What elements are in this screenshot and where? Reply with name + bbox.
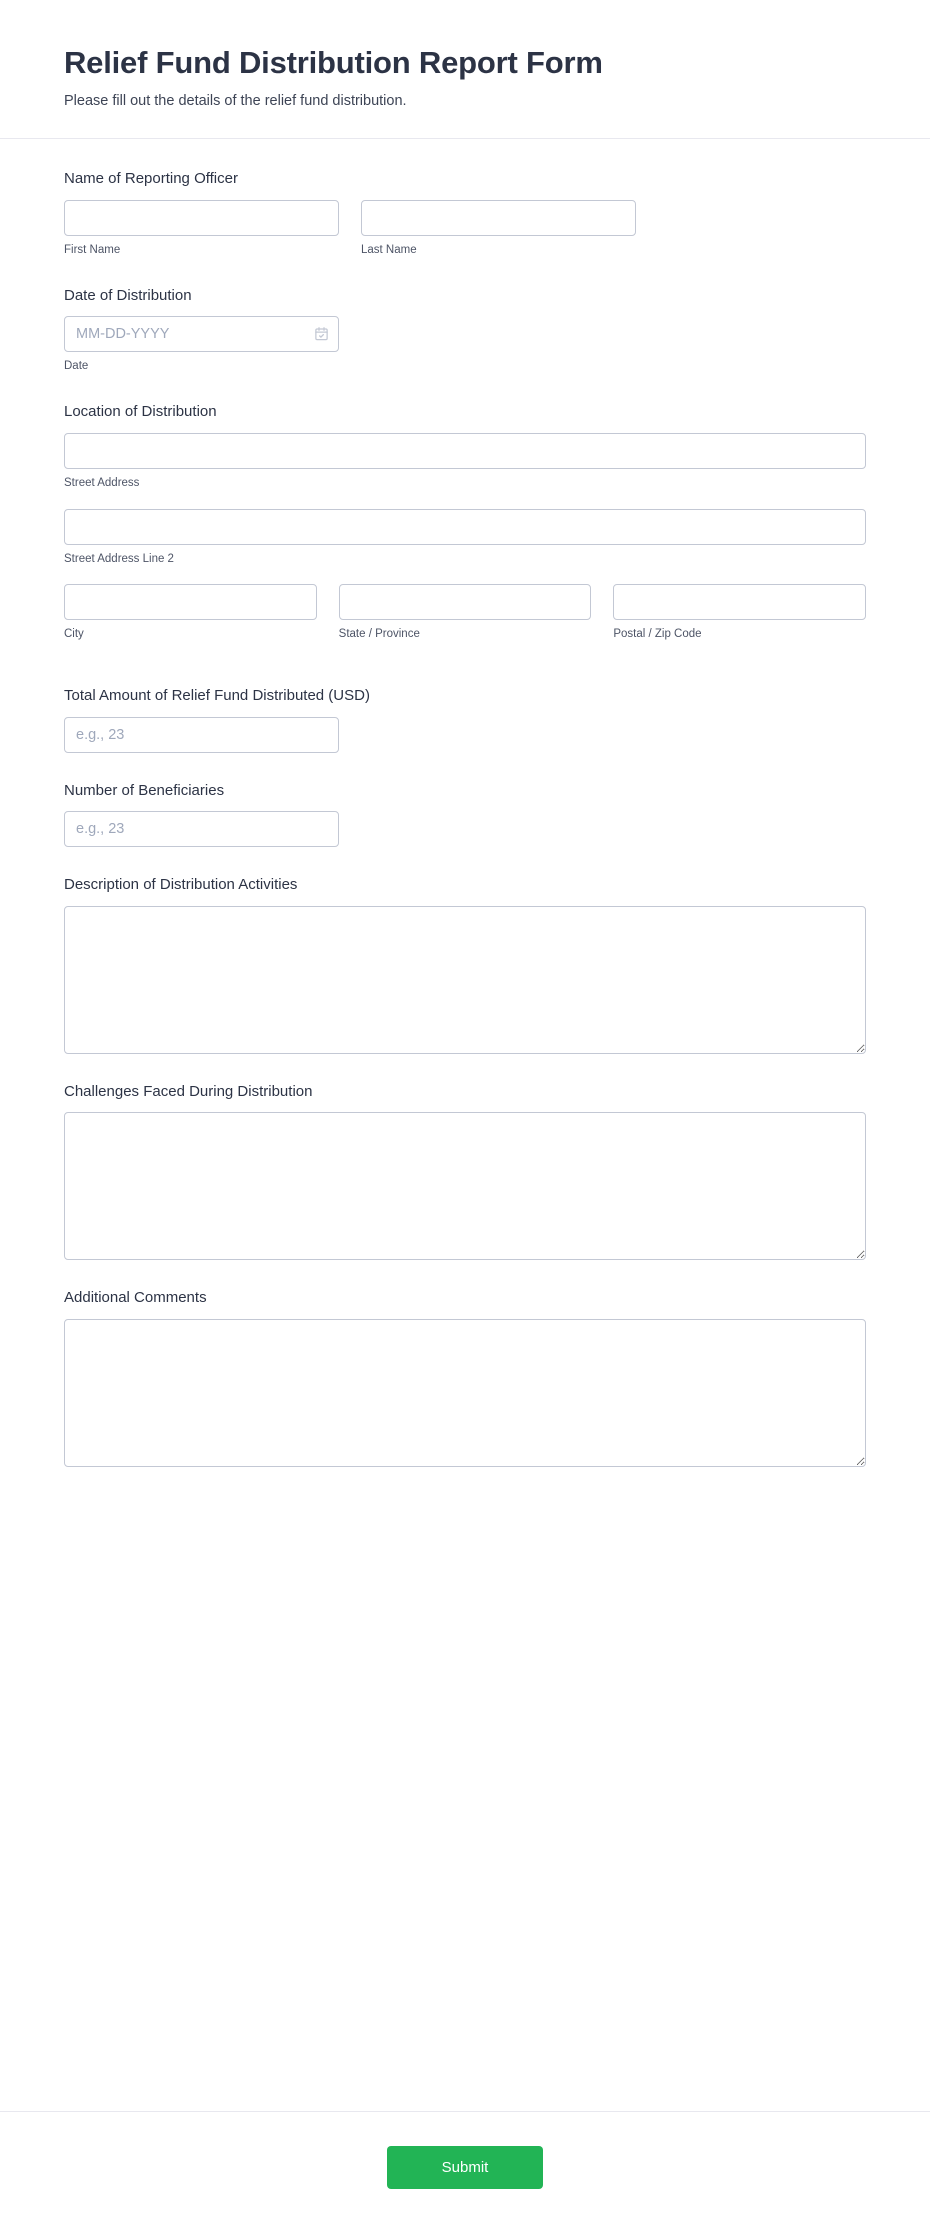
last-name-cell bbox=[361, 200, 636, 258]
state-sublabel: State / Province bbox=[338, 628, 420, 641]
field-additional-comments bbox=[64, 1288, 866, 1467]
field-total-amount bbox=[64, 686, 866, 753]
street-address-2-input[interactable] bbox=[64, 509, 866, 545]
total-amount-cell bbox=[64, 717, 339, 753]
city-input[interactable] bbox=[64, 584, 317, 620]
challenges-label: Challenges Faced During Distribution bbox=[64, 1082, 313, 1100]
field-officer-name bbox=[64, 169, 866, 257]
postal-code-input[interactable] bbox=[613, 584, 866, 620]
additional-comments-label: Additional Comments bbox=[64, 1289, 207, 1307]
field-description bbox=[64, 875, 866, 1054]
city-state-zip-row bbox=[64, 584, 866, 642]
form-body bbox=[0, 139, 930, 2089]
field-date-of-distribution bbox=[64, 286, 866, 374]
additional-comments-textarea[interactable] bbox=[64, 1319, 866, 1467]
first-name-sublabel: First Name bbox=[64, 243, 121, 256]
challenges-textarea[interactable] bbox=[64, 1112, 866, 1260]
street-address-2-cell bbox=[64, 509, 866, 567]
total-amount-label: Total Amount of Relief Fund Distributed (USD) bbox=[64, 687, 370, 705]
officer-name-row bbox=[64, 200, 866, 258]
state-input[interactable] bbox=[339, 584, 592, 620]
postal-sublabel: Postal / Zip Code bbox=[613, 628, 702, 641]
postal-cell bbox=[613, 584, 866, 642]
description-textarea[interactable] bbox=[64, 906, 866, 1054]
beneficiaries-input[interactable] bbox=[64, 811, 339, 847]
date-sublabel: Date bbox=[64, 360, 89, 373]
date-label: Date of Distribution bbox=[64, 286, 192, 304]
last-name-input[interactable] bbox=[361, 200, 636, 236]
description-label: Description of Distribution Activities bbox=[64, 876, 298, 894]
field-location bbox=[64, 402, 866, 642]
field-beneficiaries bbox=[64, 781, 866, 848]
street-address-sublabel: Street Address bbox=[64, 476, 140, 489]
total-amount-input[interactable] bbox=[64, 717, 339, 753]
street-address-2-sublabel: Street Address Line 2 bbox=[64, 552, 174, 565]
section-spacer bbox=[64, 670, 866, 686]
officer-name-label: Name of Reporting Officer bbox=[64, 170, 238, 188]
beneficiaries-cell bbox=[64, 811, 339, 847]
city-cell bbox=[64, 584, 317, 642]
form-footer bbox=[0, 2111, 930, 2235]
first-name-input[interactable] bbox=[64, 200, 339, 236]
beneficiaries-label: Number of Beneficiaries bbox=[64, 781, 225, 799]
date-input[interactable] bbox=[64, 316, 339, 352]
street-address-input[interactable] bbox=[64, 433, 866, 469]
form-header bbox=[0, 0, 930, 139]
last-name-sublabel: Last Name bbox=[361, 243, 417, 256]
date-input-wrapper bbox=[64, 316, 339, 352]
form-subtitle: Please fill out the details of the relief fund distribution. bbox=[64, 93, 407, 110]
page-title: Relief Fund Distribution Report Form bbox=[64, 45, 603, 80]
state-cell bbox=[339, 584, 592, 642]
location-label: Location of Distribution bbox=[64, 403, 217, 421]
street-address-cell bbox=[64, 433, 866, 491]
field-challenges bbox=[64, 1082, 866, 1261]
submit-button[interactable]: Submit bbox=[387, 2146, 543, 2189]
city-sublabel: City bbox=[64, 628, 84, 641]
first-name-cell bbox=[64, 200, 339, 258]
